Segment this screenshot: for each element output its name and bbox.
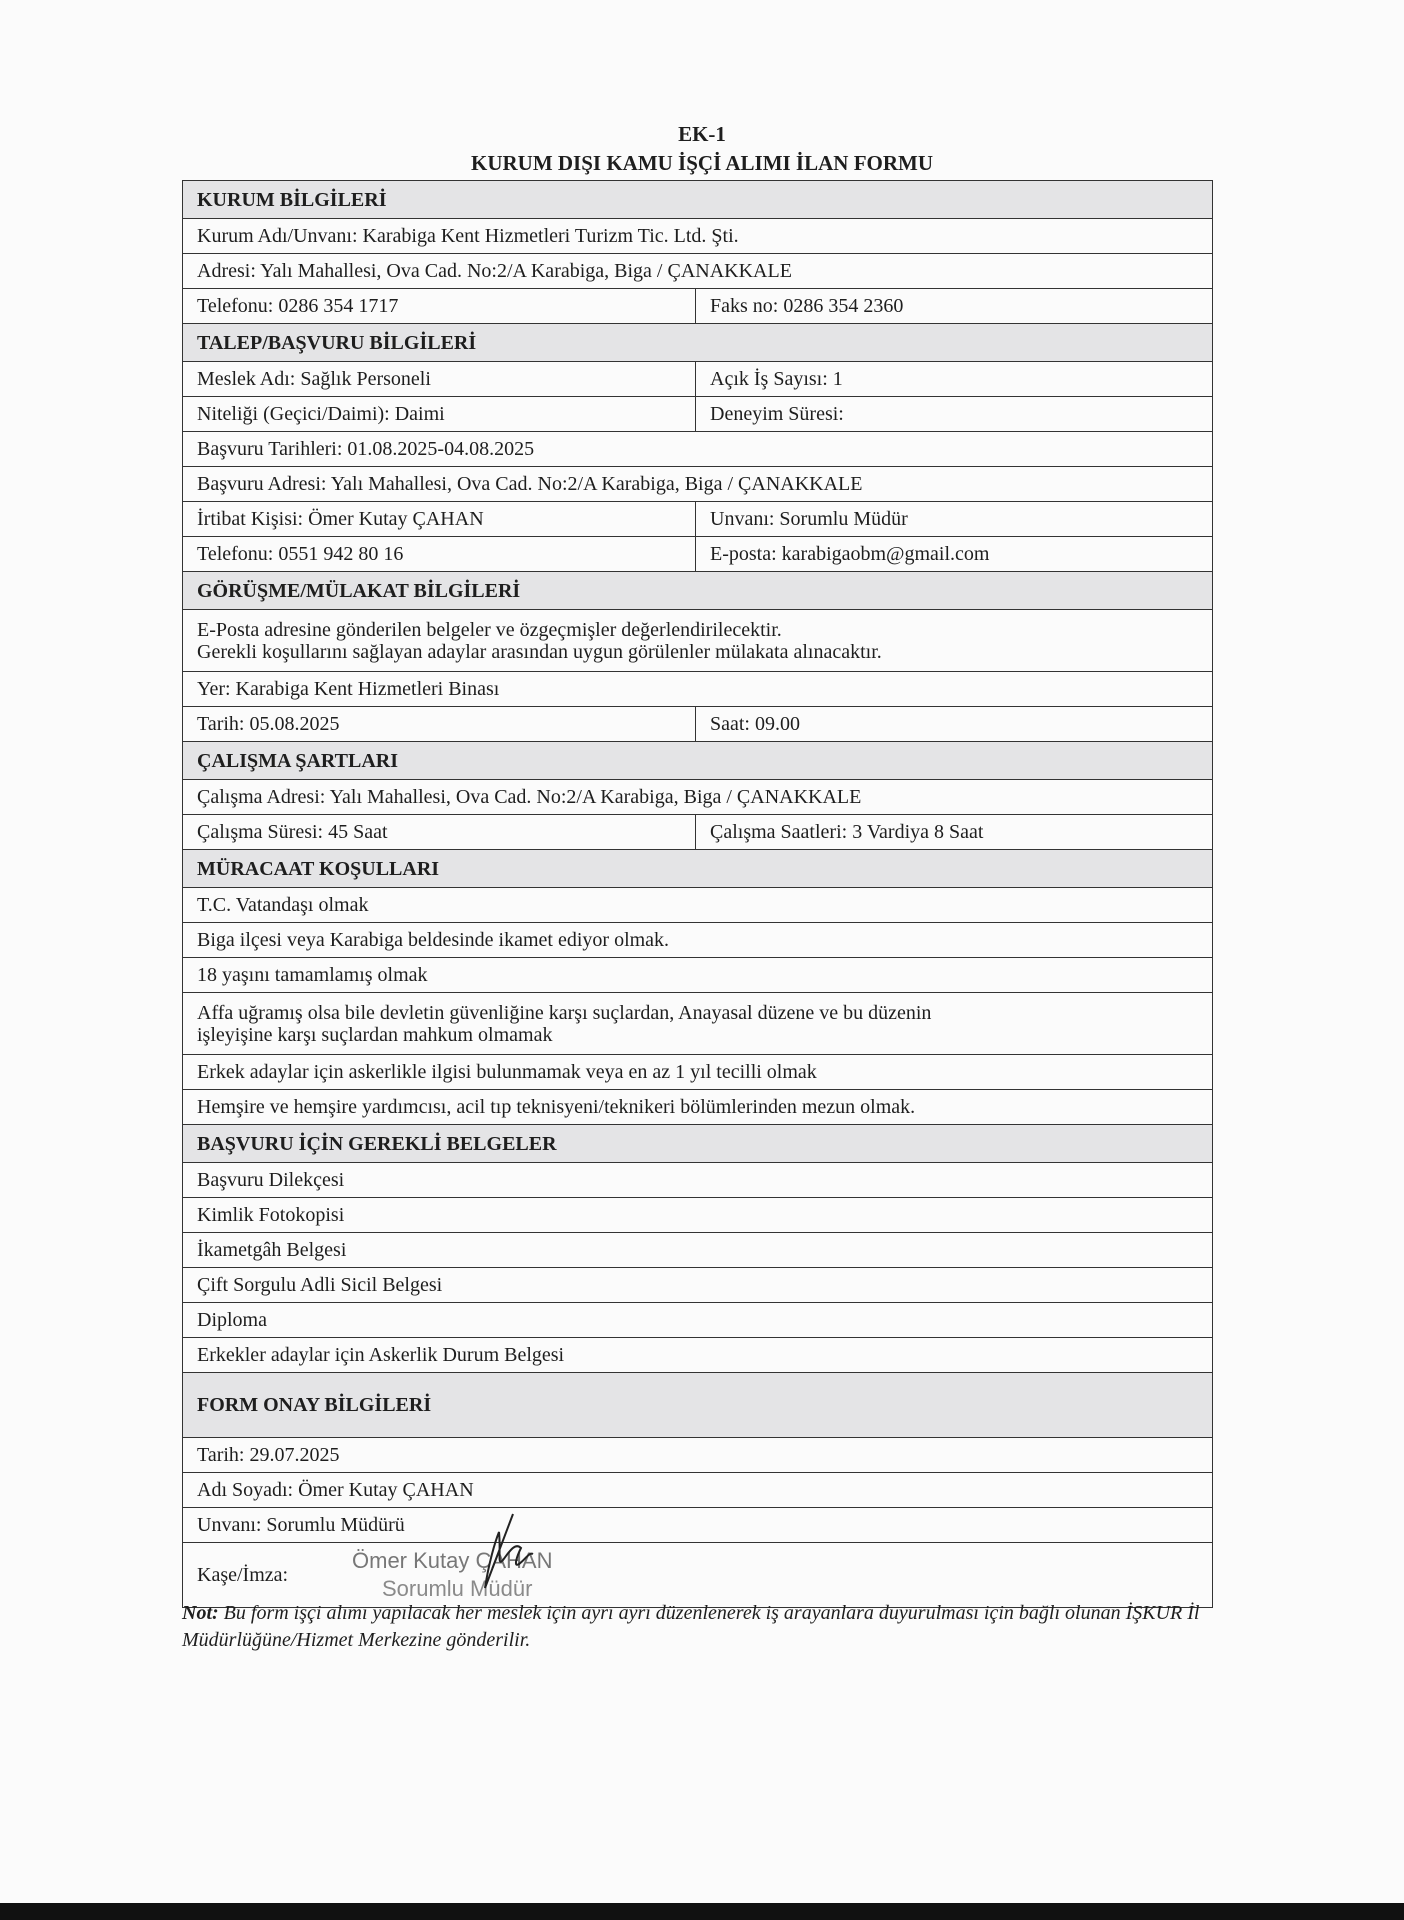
form-row	[183, 254, 1213, 289]
form-field: Açık İş Sayısı: 1	[696, 362, 1213, 397]
form-field: Çalışma Süresi: 45 Saat	[183, 815, 696, 850]
form-field: Unvanı: Sorumlu Müdür	[696, 502, 1213, 537]
form-row	[183, 610, 1213, 672]
stamp-name: Ömer Kutay ÇAHAN	[352, 1548, 553, 1573]
form-row	[183, 923, 1213, 958]
form-field: Telefonu: 0551 942 80 16	[183, 537, 696, 572]
form-field: Faks no: 0286 354 2360	[696, 289, 1213, 324]
form-row	[183, 1163, 1213, 1198]
footnote	[182, 1600, 1222, 1654]
form-field: Adresi: Yalı Mahallesi, Ova Cad. No:2/A Karabiga, Biga / ÇANAKKALE	[183, 254, 1213, 289]
form-field: İkametgâh Belgesi	[183, 1233, 1213, 1268]
form-row	[183, 888, 1213, 923]
section-header	[183, 742, 1213, 780]
form-row	[183, 1438, 1213, 1473]
form-row	[183, 1543, 1213, 1608]
handwritten-signature	[455, 1512, 545, 1592]
form-field: Başvuru Adresi: Yalı Mahallesi, Ova Cad. No:2/A Karabiga, Biga / ÇANAKKALE	[183, 467, 1213, 502]
form-row	[183, 672, 1213, 707]
form-field: Çalışma Adresi: Yalı Mahallesi, Ova Cad. No:2/A Karabiga, Biga / ÇANAKKALE	[183, 780, 1213, 815]
form-row	[183, 467, 1213, 502]
form-field: Başvuru Tarihleri: 01.08.2025-04.08.2025	[183, 432, 1213, 467]
form-field: Diploma	[183, 1303, 1213, 1338]
announcement-form-table	[182, 180, 1213, 1608]
note-label: Not:	[182, 1602, 219, 1624]
form-field: Niteliği (Geçici/Daimi): Daimi	[183, 397, 696, 432]
form-field: Biga ilçesi veya Karabiga beldesinde ikamet ediyor olmak.	[183, 923, 1213, 958]
form-field: Erkekler adaylar için Askerlik Durum Belgesi	[183, 1338, 1213, 1373]
note-text: Bu form işçi alımı yapılacak her meslek için ayrı ayrı düzenlenerek iş arayanlara duyurulması için bağlı olunan İŞKUR İl Müdürlüğüne/Hizmet Merkezine gönderilir.	[182, 1602, 1200, 1651]
section-title: KURUM BİLGİLERİ	[183, 181, 1213, 219]
form-field: Telefonu: 0286 354 1717	[183, 289, 696, 324]
form-title: KURUM DIŞI KAMU İŞÇİ ALIMI İLAN FORMU	[470, 151, 934, 175]
form-row	[183, 993, 1213, 1055]
form-field: Kurum Adı/Unvanı: Karabiga Kent Hizmetleri Turizm Tic. Ltd. Şti.	[183, 219, 1213, 254]
section-header	[183, 572, 1213, 610]
form-row	[183, 1303, 1213, 1338]
form-row	[183, 1198, 1213, 1233]
form-field: Saat: 09.00	[696, 707, 1213, 742]
form-field: Çalışma Saatleri: 3 Vardiya 8 Saat	[696, 815, 1213, 850]
form-row	[183, 1268, 1213, 1303]
form-field: Meslek Adı: Sağlık Personeli	[183, 362, 696, 397]
form-row	[183, 780, 1213, 815]
section-title: BAŞVURU İÇİN GEREKLİ BELGELER	[183, 1125, 1213, 1163]
form-row	[183, 1055, 1213, 1090]
form-field: Erkek adaylar için askerlikle ilgisi bulunmamak veya en az 1 yıl tecilli olmak	[183, 1055, 1213, 1090]
form-field: Adı Soyadı: Ömer Kutay ÇAHAN	[183, 1473, 1213, 1508]
section-header	[183, 1125, 1213, 1163]
section-title: FORM ONAY BİLGİLERİ	[183, 1373, 1213, 1438]
section-header	[183, 1373, 1213, 1438]
form-field: Kaşe/İmza:	[183, 1543, 1213, 1608]
form-row	[183, 397, 1213, 432]
form-row	[183, 432, 1213, 467]
form-field: E-posta: karabigaobm@gmail.com	[696, 537, 1213, 572]
form-row	[183, 362, 1213, 397]
form-field: E-Posta adresine gönderilen belgeler ve özgeçmişler değerlendirilecektir. Gerekli koşullarını sağlayan adaylar arasından uygun görülenler mülakata alınacaktır.	[183, 610, 1213, 672]
form-field: Çift Sorgulu Adli Sicil Belgesi	[183, 1268, 1213, 1303]
form-row	[183, 1473, 1213, 1508]
form-row	[183, 958, 1213, 993]
form-field: Unvanı: Sorumlu Müdürü	[183, 1508, 1213, 1543]
section-header	[183, 181, 1213, 219]
section-header	[183, 850, 1213, 888]
form-field: Tarih: 29.07.2025	[183, 1438, 1213, 1473]
form-field: Tarih: 05.08.2025	[183, 707, 696, 742]
scan-edge	[0, 1903, 1404, 1920]
section-title: ÇALIŞMA ŞARTLARI	[183, 742, 1213, 780]
form-field: İrtibat Kişisi: Ömer Kutay ÇAHAN	[183, 502, 696, 537]
form-field: Hemşire ve hemşire yardımcısı, acil tıp teknisyeni/teknikeri bölümlerinden mezun olmak.	[183, 1090, 1213, 1125]
form-row	[183, 707, 1213, 742]
form-field: Affa uğramış olsa bile devletin güvenliğine karşı suçlardan, Anayasal düzene ve bu düzenin işleyişine karşı suçlardan mahkum olmamak	[183, 993, 1213, 1055]
form-field: Başvuru Dilekçesi	[183, 1163, 1213, 1198]
form-row	[183, 1338, 1213, 1373]
form-row	[183, 289, 1213, 324]
form-field: Yer: Karabiga Kent Hizmetleri Binası	[183, 672, 1213, 707]
form-row	[183, 537, 1213, 572]
form-field: Kimlik Fotokopisi	[183, 1198, 1213, 1233]
form-field: 18 yaşını tamamlamış olmak	[183, 958, 1213, 993]
section-header	[183, 324, 1213, 362]
form-row	[183, 219, 1213, 254]
annex-label: EK-1	[678, 122, 726, 146]
form-row	[183, 1233, 1213, 1268]
section-title: GÖRÜŞME/MÜLAKAT BİLGİLERİ	[183, 572, 1213, 610]
form-row	[183, 815, 1213, 850]
form-field: T.C. Vatandaşı olmak	[183, 888, 1213, 923]
section-title: MÜRACAAT KOŞULLARI	[183, 850, 1213, 888]
form-row	[183, 1508, 1213, 1543]
form-field: Deneyim Süresi:	[696, 397, 1213, 432]
form-row	[183, 502, 1213, 537]
stamp-title: Sorumlu Müdür	[382, 1576, 533, 1601]
section-title: TALEP/BAŞVURU BİLGİLERİ	[183, 324, 1213, 362]
form-row	[183, 1090, 1213, 1125]
